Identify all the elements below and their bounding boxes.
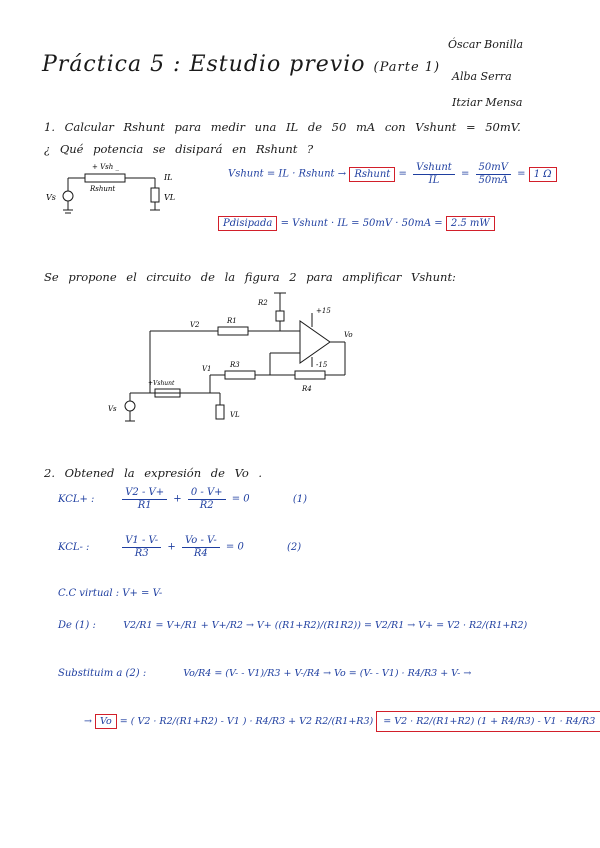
c2-minus15: -15 (316, 361, 328, 369)
c2-vo: Vo (344, 331, 353, 339)
de-1-line (58, 620, 527, 631)
eq1-frac2 (476, 162, 511, 186)
eq2-power: Pdisipada = Vshunt · IL = 50mV · 50mA = 2.5 mW (218, 218, 495, 229)
kclp-n1: V2 - V+ (122, 487, 167, 500)
c2-plus15: +15 (316, 307, 331, 315)
author-3: Itziar Mensa (452, 96, 523, 109)
eq1-rshunt: Vshunt = IL · Rshunt → Rshunt = $\frac{\text{Vshunt}}{IL}$ = $\frac{50mV}{50mA}$ = 1 Ω (228, 162, 557, 186)
substituim-line (58, 668, 471, 679)
c1-vsh-label: + Vsh _ (92, 163, 119, 171)
c1-rshunt-label: Rshunt (90, 185, 116, 193)
c2-v1: V1 (202, 365, 212, 373)
eq2-body: Vshunt · IL = 50mV · 50mA = (292, 218, 443, 229)
eq1-f2-den: 50mA (478, 174, 508, 186)
kclm-d1: R3 (134, 547, 149, 559)
kclm-n2: Vo - V- (182, 535, 220, 548)
kclp-n2: 0 - V+ (188, 487, 226, 500)
eq2-result: 2.5 mW (446, 216, 495, 231)
q1-line2: ¿ Qué potencia se disipará en Rshunt ? (44, 142, 314, 156)
sub-label: Substituim a (2) : (58, 668, 147, 679)
eq1-result: 1 Ω (529, 167, 557, 182)
page-title (42, 52, 440, 77)
kcl-plus: KCL+ : $\frac{V2 - V+}{R1}$ + $\frac{0 - V+}{R2}$ = 0 (1) (58, 487, 308, 511)
c2-r2: R2 (258, 299, 268, 307)
kclp-frac2 (188, 487, 226, 511)
kclp-label: KCL+ : (58, 493, 95, 505)
title-note: (Parte 1) (373, 60, 441, 75)
author-1: Óscar Bonilla (448, 38, 524, 51)
kcl-minus: KCL- : $\frac{V1 - V-}{R3}$ + $\frac{Vo - V-}{R4}$ = 0 (2) (58, 535, 302, 559)
c1-il-label: IL (164, 173, 173, 182)
kclp-d2: R2 (199, 499, 214, 511)
kclm-frac2 (182, 535, 220, 559)
c1-vl-label: VL (164, 193, 176, 202)
eq1-lhs: Vshunt = IL · Rshunt → (228, 168, 347, 180)
eq1-f1-den: IL (428, 174, 440, 186)
kclp-num: (1) (292, 493, 308, 505)
title-text: Práctica 5 : Estudio previo (42, 52, 366, 77)
kclm-frac1 (122, 535, 161, 559)
final-expression (84, 716, 600, 727)
c2-r1: R1 (227, 317, 237, 325)
de-body: V2/R1 = V+/R1 + V+/R2 → V+ ((R1+R2)/(R1R2)) = V2/R1 → V+ = V2 · R2/(R1+R2) (123, 620, 528, 631)
q1-line1: 1. Calcular Rshunt para medir una IL de 50 mA con Vshunt = 50mV. (44, 120, 521, 134)
circuit2-intro: Se propone el circuito de la figura 2 para amplificar Vshunt: (44, 270, 456, 284)
q2-title: 2. Obtened la expresión de Vo . (44, 466, 263, 480)
cc-virtual: C.C virtual : V+ = V- (58, 588, 163, 599)
c2-r3: R3 (230, 361, 240, 369)
c2-vs: Vs (108, 405, 117, 413)
kclm-label: KCL- : (58, 541, 90, 553)
kclm-n1: V1 - V- (122, 535, 161, 548)
kclp-frac1 (122, 487, 167, 511)
eq2-box-var: Pdisipada (218, 216, 277, 231)
c1-vs-label: Vs (46, 193, 56, 202)
kclp-rhs: = 0 (231, 493, 250, 505)
final-arrow: → (84, 716, 92, 727)
kclm-num: (2) (287, 541, 302, 553)
c2-vl: VL (230, 411, 240, 419)
de-label: De (1) : (58, 620, 96, 631)
c2-vshunt: +Vshunt (148, 380, 175, 387)
final-mid: = ( V2 · R2/(R1+R2) - V1 ) · R4/R3 + V2 R2/(R1+R3) (119, 716, 374, 727)
eq1-frac1 (413, 162, 455, 186)
circuit-2-diagram (100, 283, 380, 433)
eq1-f1-num: Vshunt (413, 162, 455, 175)
circuit-1-diagram (40, 158, 190, 218)
sub-body: Vo/R4 = (V- - V1)/R3 + V-/R4 → Vo = (V- - V1) · R4/R3 + V- → (183, 668, 472, 679)
eq1-f2-num: 50mV (476, 162, 511, 175)
final-var: Vo (95, 714, 117, 729)
final-result-box: = V2 · R2/(R1+R2) (1 + R4/R3) - V1 · R4/R3 (376, 711, 600, 732)
c2-v2: V2 (190, 321, 200, 329)
c2-r4: R4 (302, 385, 312, 393)
kclm-rhs: = 0 (225, 541, 244, 553)
kclp-d1: R1 (137, 499, 152, 511)
author-2: Alba Serra (452, 70, 512, 83)
eq1-box-var: Rshunt (349, 167, 395, 182)
kclm-d2: R4 (193, 547, 208, 559)
